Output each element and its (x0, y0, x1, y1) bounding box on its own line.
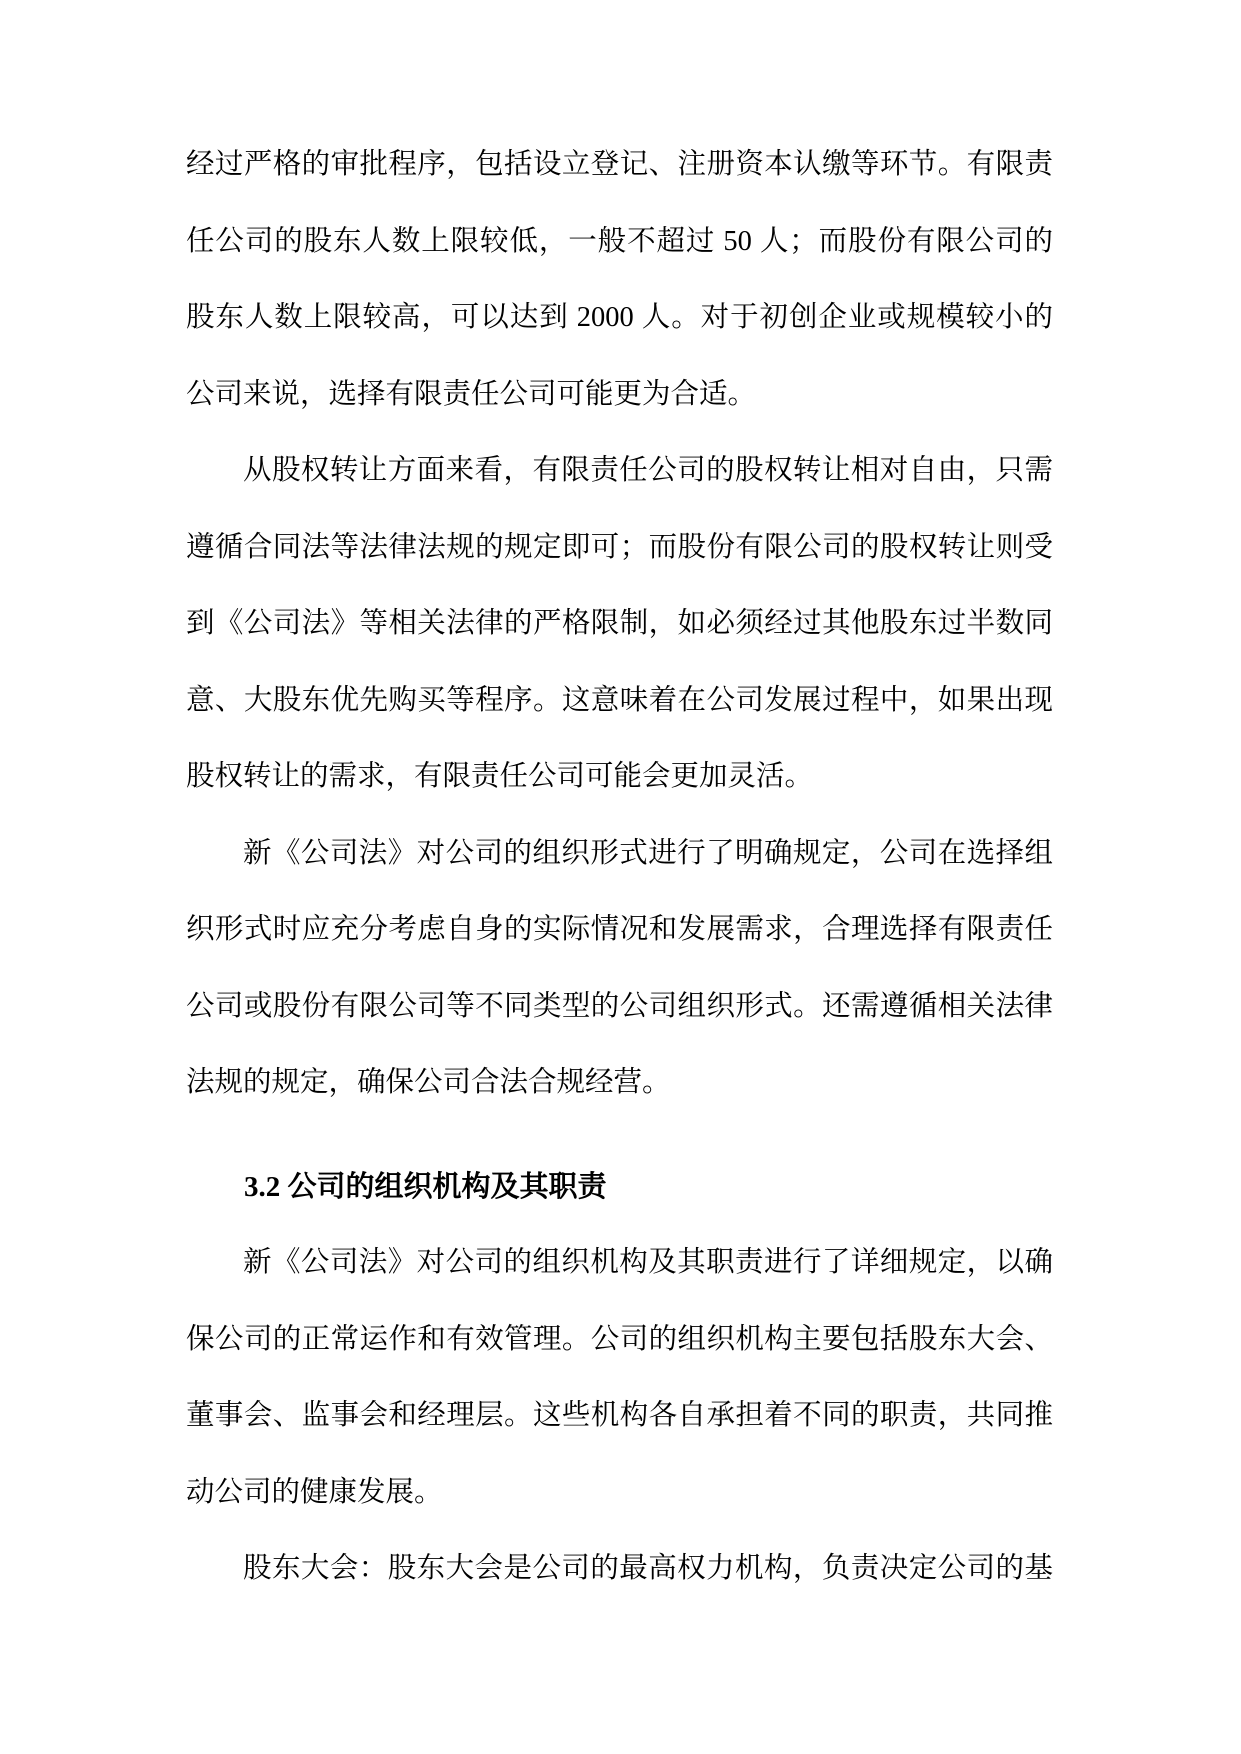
text-line: 保公司的正常运作和有效管理。公司的组织机构主要包括股东大会、 (186, 1323, 1053, 1355)
paragraph (186, 1225, 1053, 1531)
text-line: 任公司的股东人数上限较低，一般不超过 50 人；而股份有限公司的 (186, 225, 1053, 257)
paragraph (186, 1531, 1053, 1608)
text-line: 遵循合同法等法律法规的规定即可；而股份有限公司的股权转让则受 (186, 531, 1053, 563)
text-line: 动公司的健康发展。 (186, 1476, 443, 1508)
paragraph (186, 127, 1053, 433)
text-line: 经过严格的审批程序，包括设立登记、注册资本认缴等环节。有限责 (186, 149, 1053, 180)
paragraph (186, 816, 1053, 1122)
text-line: 股东大会：股东大会是公司的最高权力机构，负责决定公司的基 (243, 1553, 1053, 1584)
text-line: 到《公司法》等相关法律的严格限制，如必须经过其他股东过半数同 (186, 608, 1053, 639)
text-line: 从股权转让方面来看，有限责任公司的股权转让相对自由，只需 (243, 455, 1053, 486)
text-line: 织形式时应充分考虑自身的实际情况和发展需求，合理选择有限责任 (186, 914, 1053, 945)
text-line: 法规的规定，确保公司合法合规经营。 (186, 1067, 671, 1098)
text-line: 股权转让的需求，有限责任公司可能会更加灵活。 (186, 761, 814, 792)
text-line: 意、大股东优先购买等程序。这意味着在公司发展过程中，如果出现 (186, 684, 1053, 716)
text-line: 股东人数上限较高，可以达到 2000 人。对于初创企业或规模较小的 (186, 302, 1053, 333)
paragraph (186, 433, 1053, 816)
section-heading: 3.2 公司的组织机构及其职责 (244, 1170, 607, 1203)
text-line: 新《公司法》对公司的组织形式进行了明确规定，公司在选择组 (243, 837, 1053, 869)
text-line: 公司来说，选择有限责任公司可能更为合适。 (186, 378, 757, 410)
text-line: 新《公司法》对公司的组织机构及其职责进行了详细规定，以确 (243, 1247, 1053, 1278)
text-line: 董事会、监事会和经理层。这些机构各自承担着不同的职责，共同推 (186, 1400, 1053, 1431)
text-line: 公司或股份有限公司等不同类型的公司组织形式。还需遵循相关法律 (186, 990, 1053, 1022)
